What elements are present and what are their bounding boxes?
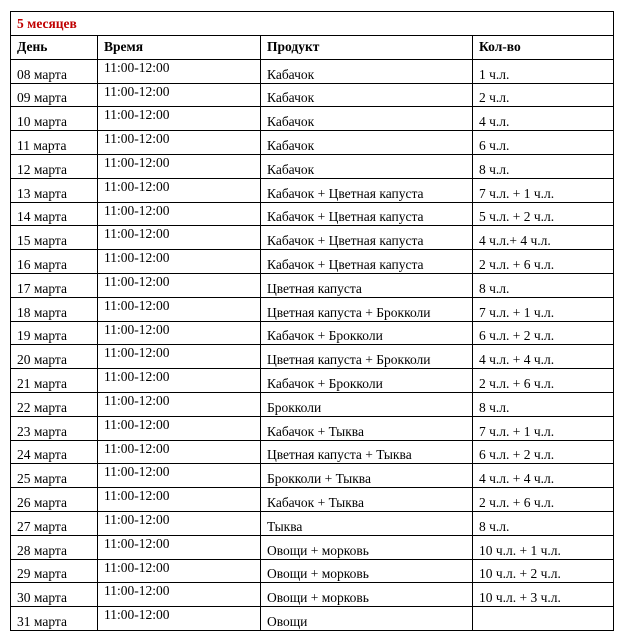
cell-product: Цветная капуста + Тыква: [261, 440, 473, 464]
table-row: [11, 392, 614, 416]
cell-qty: 5 ч.л. + 2 ч.л.: [473, 202, 614, 226]
cell-qty: 4 ч.л.: [473, 107, 614, 131]
cell-qty: 6 ч.л. + 2 ч.л.: [473, 321, 614, 345]
cell-qty: 10 ч.л. + 3 ч.л.: [473, 583, 614, 607]
cell-time: 11:00-12:00: [98, 83, 261, 107]
cell-product: Кабачок + Брокколи: [261, 321, 473, 345]
table-row: [11, 131, 614, 155]
cell-product: Кабачок + Тыква: [261, 416, 473, 440]
table-row: [11, 559, 614, 583]
table-row: [11, 83, 614, 107]
cell-time: 11:00-12:00: [98, 559, 261, 583]
cell-day: 22 марта: [11, 392, 98, 416]
cell-product: Брокколи + Тыква: [261, 464, 473, 488]
cell-time: 11:00-12:00: [98, 583, 261, 607]
cell-qty: 4 ч.л. + 4 ч.л.: [473, 464, 614, 488]
cell-product: Кабачок + Тыква: [261, 488, 473, 512]
cell-qty: 4 ч.л.+ 4 ч.л.: [473, 226, 614, 250]
cell-day: 12 марта: [11, 154, 98, 178]
table-row: [11, 107, 614, 131]
table-row: [11, 250, 614, 274]
cell-product: Цветная капуста + Брокколи: [261, 297, 473, 321]
cell-day: 09 марта: [11, 83, 98, 107]
cell-day: 23 марта: [11, 416, 98, 440]
cell-product: Кабачок + Брокколи: [261, 369, 473, 393]
table-row: [11, 416, 614, 440]
cell-day: 19 марта: [11, 321, 98, 345]
cell-time: 11:00-12:00: [98, 107, 261, 131]
table-title: 5 месяцев: [11, 12, 614, 36]
cell-time: 11:00-12:00: [98, 392, 261, 416]
cell-qty: 6 ч.л.: [473, 131, 614, 155]
table-row: [11, 535, 614, 559]
header-qty: Кол-во: [473, 36, 614, 60]
cell-qty: 7 ч.л. + 1 ч.л.: [473, 178, 614, 202]
cell-day: 14 марта: [11, 202, 98, 226]
cell-qty: 8 ч.л.: [473, 392, 614, 416]
cell-time: 11:00-12:00: [98, 154, 261, 178]
cell-day: 25 марта: [11, 464, 98, 488]
cell-time: 11:00-12:00: [98, 464, 261, 488]
header-day: День: [11, 36, 98, 60]
table-row: [11, 511, 614, 535]
cell-product: Кабачок: [261, 107, 473, 131]
cell-product: Кабачок: [261, 131, 473, 155]
cell-product: Цветная капуста: [261, 273, 473, 297]
cell-product: Цветная капуста + Брокколи: [261, 345, 473, 369]
cell-qty: 4 ч.л. + 4 ч.л.: [473, 345, 614, 369]
table-row: [11, 59, 614, 83]
table-row: [11, 369, 614, 393]
cell-time: 11:00-12:00: [98, 297, 261, 321]
cell-day: 27 марта: [11, 511, 98, 535]
cell-qty: 2 ч.л. + 6 ч.л.: [473, 250, 614, 274]
cell-time: 11:00-12:00: [98, 250, 261, 274]
cell-day: 21 марта: [11, 369, 98, 393]
cell-qty: 10 ч.л. + 1 ч.л.: [473, 535, 614, 559]
cell-product: Кабачок + Цветная капуста: [261, 202, 473, 226]
feeding-schedule-table: [10, 11, 614, 631]
cell-time: 11:00-12:00: [98, 416, 261, 440]
title-row: [11, 12, 614, 36]
cell-product: Овощи + морковь: [261, 535, 473, 559]
cell-time: 11:00-12:00: [98, 226, 261, 250]
table-row: [11, 345, 614, 369]
cell-product: Кабачок + Цветная капуста: [261, 250, 473, 274]
cell-time: 11:00-12:00: [98, 131, 261, 155]
cell-qty: 10 ч.л. + 2 ч.л.: [473, 559, 614, 583]
table-row: [11, 226, 614, 250]
table-row: [11, 488, 614, 512]
cell-day: 08 марта: [11, 59, 98, 83]
cell-time: 11:00-12:00: [98, 321, 261, 345]
cell-day: 17 марта: [11, 273, 98, 297]
table-row: [11, 202, 614, 226]
cell-day: 16 марта: [11, 250, 98, 274]
cell-day: 30 марта: [11, 583, 98, 607]
cell-qty: [473, 607, 614, 631]
header-time: Время: [98, 36, 261, 60]
cell-day: 18 марта: [11, 297, 98, 321]
cell-time: 11:00-12:00: [98, 488, 261, 512]
table-row: [11, 583, 614, 607]
cell-qty: 8 ч.л.: [473, 154, 614, 178]
cell-day: 15 марта: [11, 226, 98, 250]
cell-qty: 2 ч.л.: [473, 83, 614, 107]
cell-product: Брокколи: [261, 392, 473, 416]
table-row: [11, 607, 614, 631]
cell-qty: 7 ч.л. + 1 ч.л.: [473, 416, 614, 440]
cell-qty: 8 ч.л.: [473, 511, 614, 535]
table-row: [11, 297, 614, 321]
cell-time: 11:00-12:00: [98, 369, 261, 393]
cell-time: 11:00-12:00: [98, 178, 261, 202]
cell-day: 13 марта: [11, 178, 98, 202]
cell-qty: 2 ч.л. + 6 ч.л.: [473, 369, 614, 393]
cell-product: Кабачок: [261, 59, 473, 83]
cell-time: 11:00-12:00: [98, 59, 261, 83]
cell-product: Кабачок + Цветная капуста: [261, 178, 473, 202]
header-row: [11, 36, 614, 60]
cell-product: Овощи: [261, 607, 473, 631]
table-row: [11, 464, 614, 488]
cell-qty: 7 ч.л. + 1 ч.л.: [473, 297, 614, 321]
table-row: [11, 154, 614, 178]
cell-product: Кабачок: [261, 154, 473, 178]
cell-time: 11:00-12:00: [98, 202, 261, 226]
cell-time: 11:00-12:00: [98, 535, 261, 559]
header-product: Продукт: [261, 36, 473, 60]
cell-day: 20 марта: [11, 345, 98, 369]
table-row: [11, 178, 614, 202]
cell-day: 26 марта: [11, 488, 98, 512]
cell-day: 24 марта: [11, 440, 98, 464]
cell-qty: 1 ч.л.: [473, 59, 614, 83]
cell-time: 11:00-12:00: [98, 607, 261, 631]
cell-time: 11:00-12:00: [98, 440, 261, 464]
cell-time: 11:00-12:00: [98, 345, 261, 369]
cell-product: Овощи + морковь: [261, 559, 473, 583]
table-row: [11, 440, 614, 464]
cell-product: Овощи + морковь: [261, 583, 473, 607]
cell-day: 28 марта: [11, 535, 98, 559]
cell-product: Кабачок: [261, 83, 473, 107]
table-row: [11, 273, 614, 297]
cell-qty: 6 ч.л. + 2 ч.л.: [473, 440, 614, 464]
cell-time: 11:00-12:00: [98, 273, 261, 297]
cell-qty: 8 ч.л.: [473, 273, 614, 297]
cell-day: 10 марта: [11, 107, 98, 131]
cell-time: 11:00-12:00: [98, 511, 261, 535]
cell-qty: 2 ч.л. + 6 ч.л.: [473, 488, 614, 512]
cell-product: Тыква: [261, 511, 473, 535]
table-row: [11, 321, 614, 345]
cell-day: 31 марта: [11, 607, 98, 631]
cell-day: 29 марта: [11, 559, 98, 583]
cell-day: 11 марта: [11, 131, 98, 155]
cell-product: Кабачок + Цветная капуста: [261, 226, 473, 250]
